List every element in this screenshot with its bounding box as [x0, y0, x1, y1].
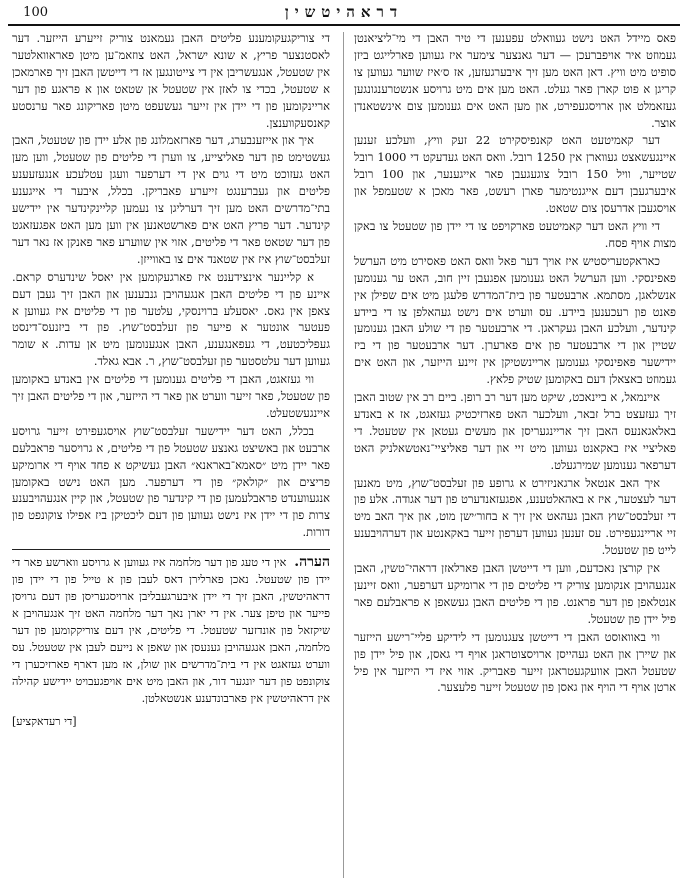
right-paragraph-3: די וויץ האט דער קאמיטעט פארקויפט צו די יידן פון שטעטל צו באקן מצות אויף פסח.: [354, 218, 676, 250]
right-paragraph-1: פאס מיידל האט נישט געוואלט עפענען די טיר האבן די מי־ליציאנטן געמוזט איר אויפברעכן — דער גאנצער צימער איז געווען פארלייגט ביזן סופיט מיט וויץ. דאן האט מען זיך איבערגעזען, אז ס׳איז שווער געווען צו קריגן א פוט קארן פאר געלט. האט מען אים מיט גרויסע אנשטרענגונגען געזאמלט און ארויסגעפירט, און מען האט אים גענומען צום אינשטאנדן אוצר.: [354, 31, 676, 130]
left-column: [12, 30, 330, 882]
right-column: [354, 30, 676, 882]
right-paragraph-5: איינמאל, א ביינאכט, שיקט מען דער רב רופן. ביים רב אין שטוב האבן זיך געזעצט ברל זבאר, וועלכער האט פארזיכטיק געזאגט, אז א באנדע באלאגאנעס האבן זיך אריינגעריסן און מעשים געטאן אין שטעטל. די פאליציי איז באקאנט געווען מיט זיי און דער פאליציי־נאטשאלניק האט דערפאר גענומען שמירגעלט.: [354, 390, 676, 472]
running-title: דראהיטשין: [284, 2, 404, 21]
note-text: אין די טעג פון דער מלחמה איז געווען א גרויסע ווארשע פאר די יידן פון שטעטל. נאכן פארלירן דאס לעבן פון א טייל פון די יידן פון דראהיטשין, האבן זיך די יידן איבערגעבליבן ארויסגעריסן פון דעם גרויסן פייער און טיפן צער. אין די יארן נאך דער מלחמה האט זיך אנגעהויבן א שיקזאל פון אונדזער שטעטל. די פליטים, אין דעם צוריקקומען פון דער מלחמה, האבן אנגעהויבן גענעסן און שאפן א נייעם לעבן אין שטעטל. עס ווערט געזאגט אין די בית־מדרשים און שולן, אז מען דארף פארזיכערן די צוקונפט פון דער יונגער דור, און האבן מיט אים אויפגעבויט יידישע קהילה אין דראהיטשין אין פארבונדענע אנשטאלטן.: [12, 556, 330, 706]
note-signature: [12, 713, 330, 730]
left-paragraph-5: בכלל, האט דער יידישער זעלבסט־שוץ אויסגעפירט זייער גרויסע ארבעט און באשיצט גאנצע שטעטל פון די פליטים, א גרויסער פראבלעם פאר יידן מיט ״סאמא־באראנא״ האבן געשיקט א פחד אויף די ארומיקע פריצים און ״קולאק״ פון די דערפער. מען האט נישט באקומען אנגעווענדט פראבלעמען פון די קינדער פון שטעטל, און קיין אנגעהויבענע צרות פון די יידן איז נישט געווען פון דעם ליכטיקן ביז אפילו צוקונפט פון דורות.: [12, 423, 330, 540]
right-paragraph-6: איך האב אנטאל ארגאניזירט א גרופע פון זעלבסט־שוץ, מיט מאנען דער לעצטער, איז א באהאלטענע, אפגעזאנדערט פון דער אגודה. אלע פון די זעלבסט־שוץ האבן געהאט אין זיך א בחור׳ישן מוט, און איך האב מיט זיי אריינגעפירט. עס זענען געווען דערפון זייער באקאנטע און דערהויבענע לייט פון שטעטל.: [354, 475, 676, 558]
left-paragraph-3: א קליינער אינצידענט איז פארגעקומען אין יאסל שינדערס קראם. איינע פון די פליטים האבן אנגעהויבן גנבענען און האבן זיך געבן דעם צאפן אין גאס. יאסעלע ברוינסקי, עלטער פון די פליטים איז געווען א פעטער אונטער א פייער פון זעלבסט־שוץ. פון די ביזנעס־דינסט געפליכטעט, די געפאנגענע, האבן אנגענומען מיט אן עדות. א שומר געווען דער עלטסטער פון זעלבסט־שוץ, ר. אבא גאלד.: [12, 269, 330, 369]
editorial-note: [12, 549, 330, 730]
right-paragraph-7: אין קורצן נאכדעם, ווען די דייטשן האבן פארלאזן דראהי־טשין, האבן אנגעהויבן אנקומען צוריק די פליטים פון די ארומיקע דערפער, וואס זיינען אנטלאפן פון דער פראנט. פון די פליטים האבן געשאפן א פראבלעם פאר פיל יידן פון שטעטל.: [354, 561, 676, 626]
left-paragraph-4: ווי געזאגט, האבן די פליטים גענומען די פליטים אין באנדע באקומען פון שטעטל, פאר זייער ווערט און פאר די הייזער, און די פליטים האבן זיך איינגעשטעלט.: [12, 372, 330, 420]
column-divider: [343, 32, 344, 878]
page-number: 100: [23, 4, 48, 20]
page-header: [8, 0, 680, 26]
right-paragraph-2: דער קאמיטעט האט קאנפיסקירט 22 זעק וויץ, וועלכע זענען איינגעשאצט געווארן אין 1250 רובל. וואס האט געדעקט די 1000 רובל שטייער, וויל 150 רובל צוגעגעבן פאר אייגענער, און 100 רובל איבערגעבן דעם אייגנטימער פארן רעשט, פאר מאכן א שטעמפל און אויסגעבן אדרעסן צום שטאט.: [354, 133, 676, 216]
right-paragraph-8: ווי באוואוסט האבן די דייטשן צעגנומען די לידיקע פליי־רישע הייזער און שיירן און האט געהייסן ארויסצוטראגן אויף די גאסן, און פיל יידן פון שטעטל האבן אוועקגעטראגן זייער פאבריק. אזוי איז די הייזער אין פיל ארטן אויף די הויף און גאסן פון שטעטל זייער פלעצער.: [354, 629, 676, 695]
right-paragraph-4: כאראקטעריסטיש איז אויך דער פאל וואס האט פאסירט מיט הערשל פאפינסקי. ווען הערשל האט גענומען אפגעבן זיין חוב, האט ער גענומען אנשלאגן, מסתמא. ארבעטער פון בית־המדרש פלעגן מיט אים שפילן אין פאנט פון רעכענען ביידע. עס ווערט אים נישט געהאלפן צו די ביידע קינדער, וועלכע האבן געקראגן. די ארבעטער פון די שולע האבן גענומען שטיין און די ארבעטער פון אים פארערן. דער ארבעטער פון די ביז יידישער פאפינסקי גענומען אריינשטיקן אין זיינע הייזער, און האט אים געמוזט באצאלן דעם באקומען שטיק פלאץ.: [354, 253, 676, 387]
note-label: הערה.: [294, 554, 330, 571]
left-paragraph-1: די צוריקגעקומענע פליטים האבן געמאנט צוריק זייערע הייזער. דער לאסטנצער פריץ, א שונא ישראל, האט צוזאמ־ען מיטן פאראוואלטער אין שטעטל, אנגעשריבן אין די צייטונגען אז די דייטשן האבן זיך פארמאכן א שטעטל, בכדי צו לאזן אין שטעטל אן שטאט און א פראגע פון דער אריינקומען פון די יידן אין זייער געשעפט מיטן פאריקונג פאר ערנסטע קאנסעקווענצן.: [12, 31, 330, 130]
signature-text: [די רעדאקציע]: [12, 715, 77, 729]
left-paragraph-2: איך און אייזענבערג, דער פארזאמלונג פון אלע יידן פון שטעטל, האבן געשטימט פון דער פאליצייע, צו ווערן די פליטים פון שטעטל, ווען מען האט געזוכט מיט די גוים אין די דערפער וועגן עטלעכע אנגעזעענע פליטים און געברענגט זייערע פאבריקן. בכלל, איבער די אייגענע בתי־מדרשים האט מען זיך דערליגן צו נעמען קליינקינדער אין יידישע קינדער. דער פריץ האט אים פארשטאנען אין ווען מען האט אפגעזאגט פון דער שטאט פאר די פליטים, אזוי אין שווערע פאר פאנקן אז נאר דער זעלבסט־שוץ איז אין שטאנד אים צו באווייזן.: [12, 133, 330, 266]
